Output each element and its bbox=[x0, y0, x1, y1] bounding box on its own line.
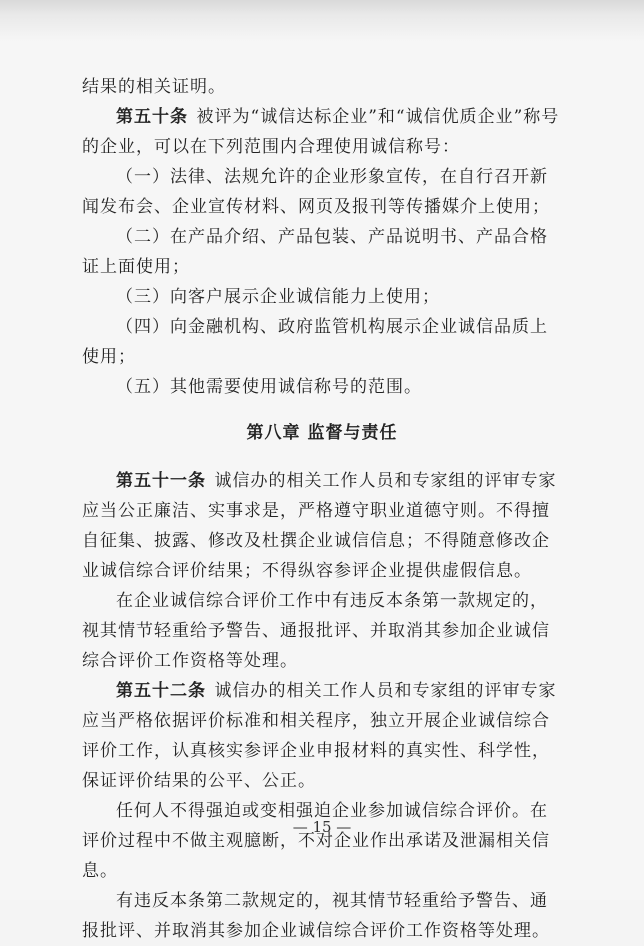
article-52-label: 第五十二条 bbox=[116, 681, 206, 701]
article-52-paragraph bbox=[82, 676, 562, 796]
document-body bbox=[82, 72, 562, 946]
article-50-item-1: （一）法律、法规允许的企业形象宣传，在自行召开新闻发布会、企业宣传材料、网页及报刊等传播媒介上使用； bbox=[82, 167, 550, 217]
article-50-text: 被评为“诚信达标企业”和“诚信优质企业”称号的企业，可以在下列范围内合理使用诚信称号： bbox=[82, 107, 560, 157]
article-51-paragraph-2: 在企业诚信综合评价工作中有违反本条第一款规定的，视其情节轻重给予警告、通报批评、并取消其参加企业诚信综合评价工作资格等处理。 bbox=[82, 591, 550, 671]
continuation-paragraph: 结果的相关证明。 bbox=[82, 77, 226, 97]
scan-top-shadow bbox=[0, 0, 644, 42]
article-51-text: 诚信办的相关工作人员和专家组的评审专家应当公正廉洁、实事求是，严格遵守职业道德守则。不得擅自征集、披露、修改及杜撰企业诚信信息；不得随意修改企业诚信综合评价结果；不得纵容参评企业提供虚假信息。 bbox=[82, 471, 557, 581]
article-50-item-3: （三）向客户展示企业诚信能力上使用； bbox=[116, 287, 440, 307]
article-52-paragraph-2: 任何人不得强迫或变相强迫企业参加诚信综合评价。在评价过程中不做主观臆断，不对企业作出承诺及泄漏相关信息。 bbox=[82, 801, 550, 881]
article-52-paragraph-3: 有违反本条第二款规定的，视其情节轻重给予警告、通报批评、并取消其参加企业诚信综合评价工作资格等处理。 bbox=[82, 891, 550, 941]
article-50-paragraph bbox=[82, 102, 562, 162]
article-50-item-4: （四）向金融机构、政府监管机构展示企业诚信品质上使用； bbox=[82, 317, 548, 367]
article-50-label: 第五十条 bbox=[116, 107, 188, 127]
article-52-text: 诚信办的相关工作人员和专家组的评审专家应当严格依据评价标准和相关程序，独立开展企业诚信综合评价工作，认真核实参评企业申报材料的真实性、科学性，保证评价结果的公平、公正。 bbox=[82, 681, 557, 791]
article-51-paragraph bbox=[82, 466, 562, 586]
article-51-label: 第五十一条 bbox=[116, 471, 206, 491]
chapter-title: 第八章 监督与责任 bbox=[246, 423, 398, 443]
article-50-item-2: （二）在产品介绍、产品包装、产品说明书、产品合格证上面使用； bbox=[82, 227, 548, 277]
article-50-item-5: （五）其他需要使用诚信称号的范围。 bbox=[116, 377, 422, 397]
page-number: — 15 — bbox=[292, 818, 352, 836]
